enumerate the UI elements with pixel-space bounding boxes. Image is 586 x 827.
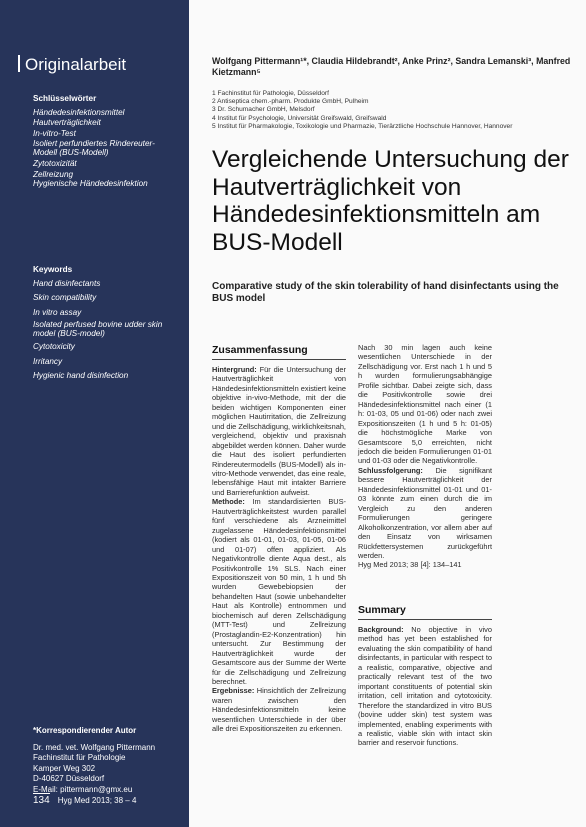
contact-block (33, 726, 155, 795)
sidebar (0, 0, 189, 827)
schluesselwoerter-block (33, 94, 178, 188)
abstract-paragraph (358, 466, 492, 561)
summary-column (358, 625, 492, 748)
affiliation: 2 Antiseptica chem.-pharm. Produkte GmbH, Pulheim (212, 98, 369, 106)
keyword-item: Cytotoxicity (33, 341, 75, 351)
keyword-item: Skin compatibility (33, 293, 97, 303)
affiliation: 1 Fachinstitut für Pathologie, Düsseldorf (212, 90, 329, 97)
paragraph-text: Für die Untersuchung der Hautverträglichkeit von Händedesinfektionsmitteln existiert keine objektive in-vivo-Methode, mit der die beiden wichtigen Komponenten einer möglichen Hautirritation, die Zellreizung und die Zellschädigung, wirklichkeitsnah, vergleichend, objektiv und praxisnah abgebildet werden können. Daher wurde die Haut des isoliert perfundierten Rindereutermodells (BUS-Modell) als in-vitro-Methode verwendet, das eine reale, lebensfähige Haut mit intakter Barriere und Barrierefunktion aufweist. (212, 365, 346, 497)
abstract-paragraph (212, 686, 346, 733)
keywords-heading: Keywords (33, 265, 73, 274)
zusammenfassung-heading: Zusammenfassung (212, 344, 308, 356)
keyword-item: Isolated perfused bovine udder skin model (BUS-model) (33, 320, 163, 338)
affiliations (212, 90, 572, 131)
schluesselwort-item: Händedesinfektionsmittel (33, 107, 125, 117)
schluesselwort-item: Zellreizung (33, 169, 74, 179)
schluesselwort-item: Hygienische Händedesinfektion (33, 179, 148, 189)
section-label-text: Originalarbeit (25, 55, 127, 74)
abstract-paragraph (358, 343, 492, 466)
page-number: 134 (33, 795, 50, 806)
citation-line: Hyg Med 2013; 38 [4]: 134–141 (358, 560, 462, 570)
affiliation: 3 Dr. Schumacher GmbH, Melsdorf (212, 106, 315, 114)
keyword-item: Irritancy (33, 356, 63, 366)
paragraph-label: Methode: (212, 497, 245, 507)
paragraph-text: Hinsichtlich der Zellreizung waren zwischen den Händedesinfektionsmitteln keine wesentlichen Unterschiede in der über alle drei Expositionszeiten zu erkennen. (212, 686, 346, 734)
contact-email[interactable]: E-Mail: pittermann@gmx.eu (33, 784, 133, 794)
article-title: Vergleichende Untersuchung der Hautverträglichkeit von Händedesinfektionsmitteln am BUS-Modell (212, 146, 569, 256)
paragraph-label: Schlussfolgerung: (358, 465, 423, 475)
schluesselwort-item: Hautverträglichkeit (33, 118, 101, 128)
paragraph-text: Im standardisierten BUS-Hautverträglichkeitstest wurden parallel fünf verschiedene als Arzneimittel zugelassene Händedesinfektionsmittel (kodiert als 01-01, 01-03, 01-05, 01-06 und 01-07) offen appliziert. Als Negativkontrolle diente Aqua dest., als Positivkontrolle 1% SLS. Nach einer Expositionszeit von 50 min, 1 h und 5h wurden Gewebebiopsien der behandelten Haut (sowie unbehandelter Haut als Kontrolle) entnommen und biochemisch auf deren Zellschädigung (MTT-Test) und Zellreizung (Prostaglandin-E2-Konzentration) hin untersucht. Zur Bestimmung der Hautverträglichkeit wurde der Gesamtscore aus der Summe der Werte für die Zellschädigung und Zellreizung berechnet. (212, 497, 346, 686)
abstract-paragraph (212, 365, 346, 497)
section-rule (212, 359, 346, 360)
schluesselwort-item: Zytotoxizität (33, 158, 77, 168)
affiliation: 5 Institut für Pharmakologie, Toxikologie und Pharmazie, Tierärztliche Hochschule Hannover, Hannover (212, 122, 513, 130)
keywords-block (33, 265, 181, 382)
page-footer (33, 795, 136, 806)
article-subtitle: Comparative study of the skin tolerability of hand disinfectants using the BUS model (212, 281, 559, 304)
contact-line: D-40627 Düsseldorf (33, 774, 105, 783)
paragraph-label: Hintergrund: (212, 365, 257, 374)
schluesselwort-item: In-vitro-Test (33, 128, 76, 138)
abstract-left-column (212, 365, 346, 734)
paragraph-text: Nach 30 min lagen auch keine wesentlichen Unterschiede in der Zellschädigung vor. Erst nach 1 h und 5 h wurden formulierungsabhängige Profile sichtbar. Dabei zeigte sich, dass die Positivkontrolle sowie drei Händedesinfektionsmittel nach einer (1 h: 01-03, 05 und 01-06) oder nach zwei Expositionszeiten (1 h und 5 h: 01-05) die höchstmögliche Marke von Gesamtscore 5,0 erreichten, nicht jedoch die beiden Formulierungen 01-01 und 01-03 oder die Negativkontrolle. (358, 343, 492, 466)
keyword-item: In vitro assay (33, 307, 82, 317)
schluesselwort-item: Isoliert perfundiertes Rindereuter-Modell (BUS-Modell) (33, 139, 155, 157)
abstract-paragraph (358, 625, 492, 748)
keyword-item: Hand disinfectants (33, 278, 101, 288)
abstract-paragraph (212, 497, 346, 686)
contact-line: Dr. med. vet. Wolfgang Pittermann (33, 742, 156, 752)
paragraph-label: Ergebnisse: (212, 686, 255, 696)
section-label (18, 55, 126, 75)
contact-line: Fachinstitut für Pathologie (33, 753, 126, 762)
authors: Wolfgang Pittermann¹*, Claudia Hildebrandt², Anke Prinz², Sandra Lemanski³, Manfred Kietzmann⁵ (212, 56, 571, 77)
schluesselwoerter-heading: Schlüsselwörter (33, 94, 97, 103)
journal-citation: Hyg Med 2013; 38 – 4 (57, 796, 137, 805)
affiliation: 4 Institut für Psychologie, Universität Greifswald, Greifswald (212, 114, 387, 122)
paragraph-text: No objective in vivo method has yet been established for evaluating the skin compatibility of hand disinfectants, in particular with respect to a realistic, comparative, objective and practically relevant test of the two important constituents of potential skin irritation, cell irritation and cytotoxicity. Therefore the standardized in vitro BUS (bovine udder skin) test system was implemented, enabling experiments with a realistic, viable skin with intact skin barrier and reservoir functions. (358, 625, 492, 748)
summary-heading: Summary (358, 604, 406, 616)
abstract-right-column (358, 343, 492, 570)
paragraph-label: Background: (358, 625, 404, 634)
contact-line: Kamper Weg 302 (33, 763, 96, 773)
section-bar (18, 55, 20, 72)
keyword-item: Hygienic hand disinfection (33, 371, 129, 381)
paragraph-text: Die signifikant bessere Hautverträglichkeit der Händedesinfektionsmittel 01-01 und 01-03 könnte zum einen durch die im Vergleich zu den anderen Formulierungen geringere Alkoholkonzentration, vor allem aber auf den Einsatz von wirksamen Rückfettersystemen zurückgeführt werden. (358, 465, 492, 560)
contact-heading: *Korrespondierender Autor (33, 726, 137, 735)
section-rule (358, 619, 492, 620)
